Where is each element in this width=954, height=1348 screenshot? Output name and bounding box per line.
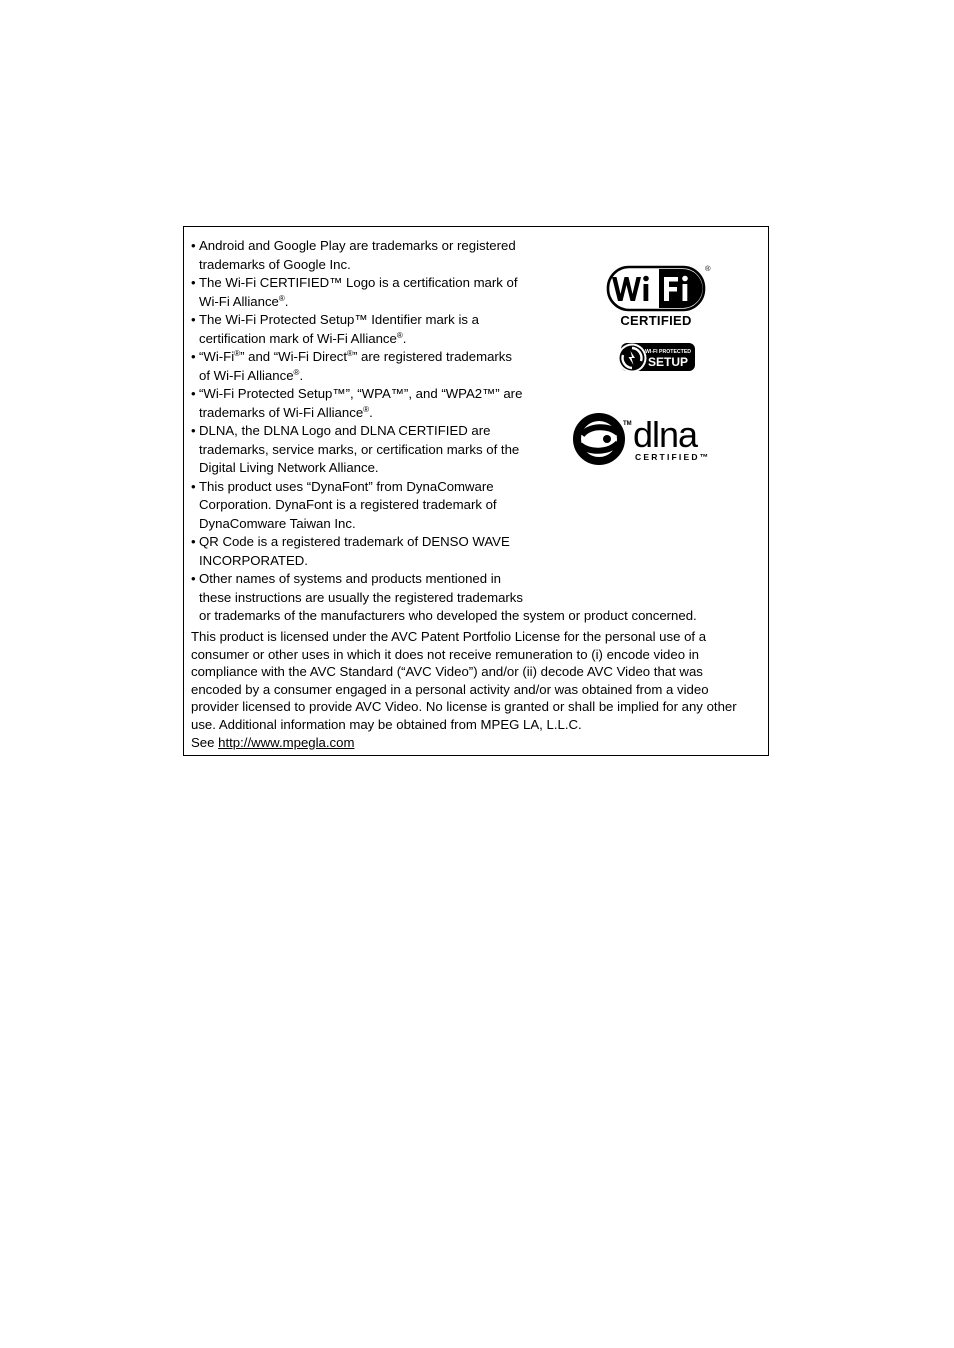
wifi-certified-logo — [605, 263, 711, 329]
list-item: • DLNA, the DLNA Logo and DLNA CERTIFIED are trademarks, service marks, or certification marks of the Digital Living Network Alliance. — [191, 422, 751, 478]
dlna-icon — [572, 411, 724, 467]
svg-text:CERTIFIED™: CERTIFIED™ — [635, 452, 711, 462]
wifi-certified-icon — [605, 263, 711, 329]
list-item: • Other names of systems and products mentioned in these instructions are usually the registered trademarks or trademarks of the manufacturers who developed the system or product concerned. — [191, 570, 751, 626]
svg-text:TM: TM — [623, 421, 632, 427]
list-item: • This product uses “DynaFont” from DynaComware Corporation. DynaFont is a registered trademark of DynaComware Taiwan Inc. — [191, 478, 751, 534]
wifi-registered-mark: ® — [705, 264, 711, 273]
svg-text:WI-FI PROTECTED: WI-FI PROTECTED — [644, 349, 692, 355]
list-item: • “Wi-Fi®” and “Wi-Fi Direct®” are registered trademarks of Wi-Fi Alliance®. — [191, 348, 751, 385]
trademark-notice-box — [183, 226, 769, 756]
dlna-certified-logo — [572, 411, 724, 467]
svg-text:dlna: dlna — [633, 414, 698, 455]
avc-license-paragraph: This product is licensed under the AVC Patent Portfolio License for the personal use of a consumer or other uses in which it does not receive remuneration to (i) encode video in compliance with the AVC Standard (“AVC Video”) and/or (ii) decode AVC Video that was encoded by a consumer engaged in a personal activity and/or was obtained from a video provider licensed to provide AVC Video. No license is granted or shall be implied for any other use. Additional information may be obtained from MPEG LA, L.L.C. See http://www.mpegla.com — [191, 628, 766, 751]
wifi-protected-setup-logo — [616, 339, 698, 377]
mpegla-link[interactable]: http://www.mpegla.com — [218, 734, 355, 750]
list-item: • The Wi-Fi Protected Setup™ Identifier mark is a certification mark of Wi-Fi Alliance®. — [191, 311, 751, 348]
list-item: • The Wi-Fi CERTIFIED™ Logo is a certification mark of Wi-Fi Alliance®. — [191, 274, 751, 311]
wifi-certified-caption: CERTIFIED — [620, 313, 692, 328]
list-item: • Android and Google Play are trademarks or registered trademarks of Google Inc. — [191, 237, 751, 274]
wps-icon — [616, 339, 698, 377]
see-line: See http://www.mpegla.com — [191, 734, 355, 750]
list-item: • QR Code is a registered trademark of DENSO WAVE INCORPORATED. — [191, 533, 751, 570]
list-item: • “Wi-Fi Protected Setup™”, “WPA™”, and “WPA2™” are trademarks of Wi-Fi Alliance®. — [191, 385, 751, 422]
svg-text:SETUP: SETUP — [647, 355, 689, 369]
